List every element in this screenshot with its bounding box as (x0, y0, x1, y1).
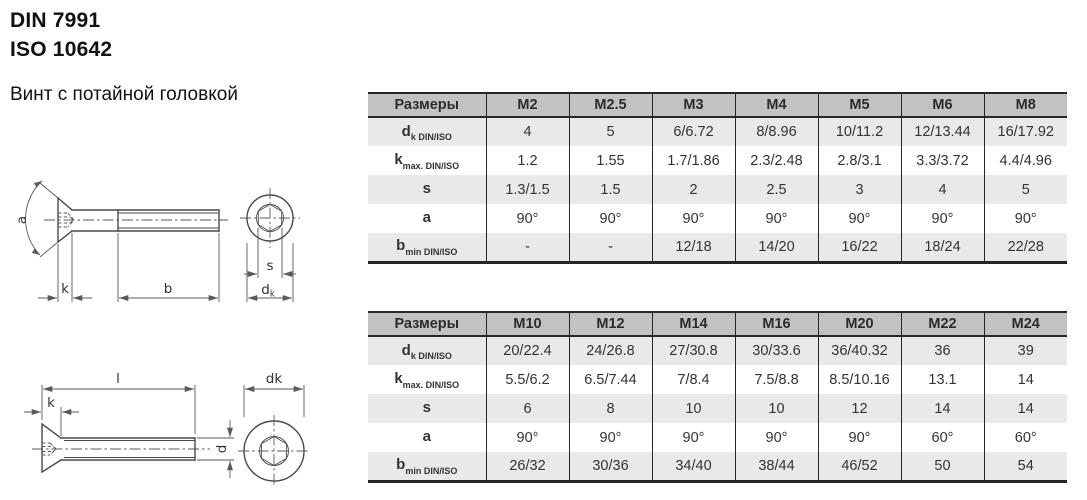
spec-cell: 16/17.92 (984, 117, 1067, 146)
spec-row-b (368, 233, 1067, 262)
spec-cell: 1.3/1.5 (486, 175, 569, 204)
spec-cell: 6.5/7.44 (569, 365, 652, 394)
spec-cell: 14 (901, 394, 984, 423)
standard-din: DIN 7991 (10, 9, 101, 32)
spec-cell: 22/28 (984, 233, 1067, 262)
spec-cell: 12 (818, 394, 901, 423)
spec-cell: 8 (569, 394, 652, 423)
spec-row-k (368, 365, 1067, 394)
spec-cell: 34/40 (652, 452, 735, 481)
spec-cell: 36 (901, 336, 984, 365)
head-height-label: k (61, 281, 69, 297)
spec-cell: 54 (984, 452, 1067, 481)
spec-row-s (368, 175, 1067, 204)
spec-cell: 46/52 (818, 452, 901, 481)
spec-cell: 14 (984, 365, 1067, 394)
spec-cell: 60° (901, 423, 984, 452)
spec-cell: 1.7/1.86 (652, 146, 735, 175)
spec-cell: 20/22.4 (486, 336, 569, 365)
spec-cell: 3.3/3.72 (901, 146, 984, 175)
spec-cell: 90° (652, 423, 735, 452)
spec-cell: - (486, 233, 569, 262)
spec-cell: 90° (901, 204, 984, 233)
row-label: $k_{max. DIN/ISO}$ (368, 365, 486, 394)
spec-cell: 16/22 (818, 233, 901, 262)
column-header: M24 (984, 312, 1067, 336)
spec-cell: 90° (735, 423, 818, 452)
spec-row-a (368, 204, 1067, 233)
row-label: a (368, 423, 486, 452)
spec-row-a (368, 423, 1067, 452)
spec-cell: 8.5/10.16 (818, 365, 901, 394)
spec-cell: 90° (984, 204, 1067, 233)
standard-iso: ISO 10642 (10, 38, 113, 61)
spec-cell: 4 (486, 117, 569, 146)
spec-cell: 2.8/3.1 (818, 146, 901, 175)
head-height-label: k (47, 395, 55, 411)
spec-cell: 7/8.4 (652, 365, 735, 394)
column-header: M2.5 (569, 93, 652, 117)
spec-cell: 6/6.72 (652, 117, 735, 146)
spec-cell: - (569, 233, 652, 262)
spec-row-s (368, 394, 1067, 423)
row-label: $d_{k DIN/ISO}$ (368, 336, 486, 365)
column-header: M16 (735, 312, 818, 336)
column-header: Размеры (368, 312, 486, 336)
screw-length-view-drawing (8, 362, 320, 497)
head-diameter-label: dk (265, 371, 283, 387)
spec-cell: 39 (984, 336, 1067, 365)
row-label: $k_{max. DIN/ISO}$ (368, 146, 486, 175)
spec-cell: 7.5/8.8 (735, 365, 818, 394)
row-label: $b_{min DIN/ISO}$ (368, 233, 486, 262)
spec-cell: 5.5/6.2 (486, 365, 569, 394)
column-header: M3 (652, 93, 735, 117)
spec-row-dk (368, 117, 1067, 146)
spec-cell: 12/13.44 (901, 117, 984, 146)
spec-cell: 90° (569, 204, 652, 233)
dimensions-table-m10-m24 (368, 311, 1067, 483)
spec-cell: 38/44 (735, 452, 818, 481)
column-header: M20 (818, 312, 901, 336)
thread-length-label: b (163, 281, 173, 297)
angle-arrow-bottom (32, 249, 40, 255)
spec-cell: 60° (984, 423, 1067, 452)
spec-cell: 10/11.2 (818, 117, 901, 146)
spec-cell: 50 (901, 452, 984, 481)
spec-cell: 4 (901, 175, 984, 204)
row-label: s (368, 394, 486, 423)
column-header: M8 (984, 93, 1067, 117)
standard-title (10, 6, 112, 64)
row-label: $d_{k DIN/ISO}$ (368, 117, 486, 146)
table-header-row (368, 312, 1067, 336)
spec-cell: 90° (735, 204, 818, 233)
spec-cell: 1.55 (569, 146, 652, 175)
spec-cell: 8/8.96 (735, 117, 818, 146)
spec-cell: 2.5 (735, 175, 818, 204)
column-header: Размеры (368, 93, 486, 117)
spec-cell: 30/33.6 (735, 336, 818, 365)
spec-cell: 27/30.8 (652, 336, 735, 365)
spec-cell: 5 (984, 175, 1067, 204)
head-diameter-label: dk (261, 282, 275, 300)
diameter-label: d (214, 444, 230, 454)
column-header: M6 (901, 93, 984, 117)
column-header: M14 (652, 312, 735, 336)
column-header: M10 (486, 312, 569, 336)
spec-cell: 90° (486, 204, 569, 233)
spec-cell: 12/18 (652, 233, 735, 262)
spec-row-k (368, 146, 1067, 175)
spec-cell: 4.4/4.96 (984, 146, 1067, 175)
spec-cell: 1.5 (569, 175, 652, 204)
spec-cell: 1.2 (486, 146, 569, 175)
spec-cell: 36/40.32 (818, 336, 901, 365)
column-header: M22 (901, 312, 984, 336)
spec-cell: 26/32 (486, 452, 569, 481)
row-label: a (368, 204, 486, 233)
column-header: M5 (818, 93, 901, 117)
spec-cell: 10 (735, 394, 818, 423)
spec-cell: 2 (652, 175, 735, 204)
spec-cell: 2.3/2.48 (735, 146, 818, 175)
spec-row-dk (368, 336, 1067, 365)
spec-cell: 18/24 (901, 233, 984, 262)
spec-cell: 90° (569, 423, 652, 452)
angle-label: a (14, 215, 30, 225)
spec-cell: 13.1 (901, 365, 984, 394)
screw-side-view-drawing (8, 160, 318, 308)
spec-cell: 90° (486, 423, 569, 452)
spec-cell: 10 (652, 394, 735, 423)
spec-cell: 6 (486, 394, 569, 423)
column-header: M12 (569, 312, 652, 336)
spec-cell: 90° (818, 204, 901, 233)
row-label: s (368, 175, 486, 204)
product-name: Винт с потайной головкой (10, 84, 238, 105)
column-header: M4 (735, 93, 818, 117)
column-header: M2 (486, 93, 569, 117)
spec-cell: 5 (569, 117, 652, 146)
length-label: l (116, 371, 120, 387)
spec-cell: 14 (984, 394, 1067, 423)
spec-cell: 14/20 (735, 233, 818, 262)
socket-width-label: s (266, 258, 274, 274)
dimensions-table-m2-m8 (368, 92, 1067, 264)
row-label: $b_{min DIN/ISO}$ (368, 452, 486, 481)
spec-cell: 30/36 (569, 452, 652, 481)
spec-row-b (368, 452, 1067, 481)
table-header-row (368, 93, 1067, 117)
spec-cell: 3 (818, 175, 901, 204)
spec-cell: 90° (818, 423, 901, 452)
spec-cell: 24/26.8 (569, 336, 652, 365)
spec-cell: 90° (652, 204, 735, 233)
